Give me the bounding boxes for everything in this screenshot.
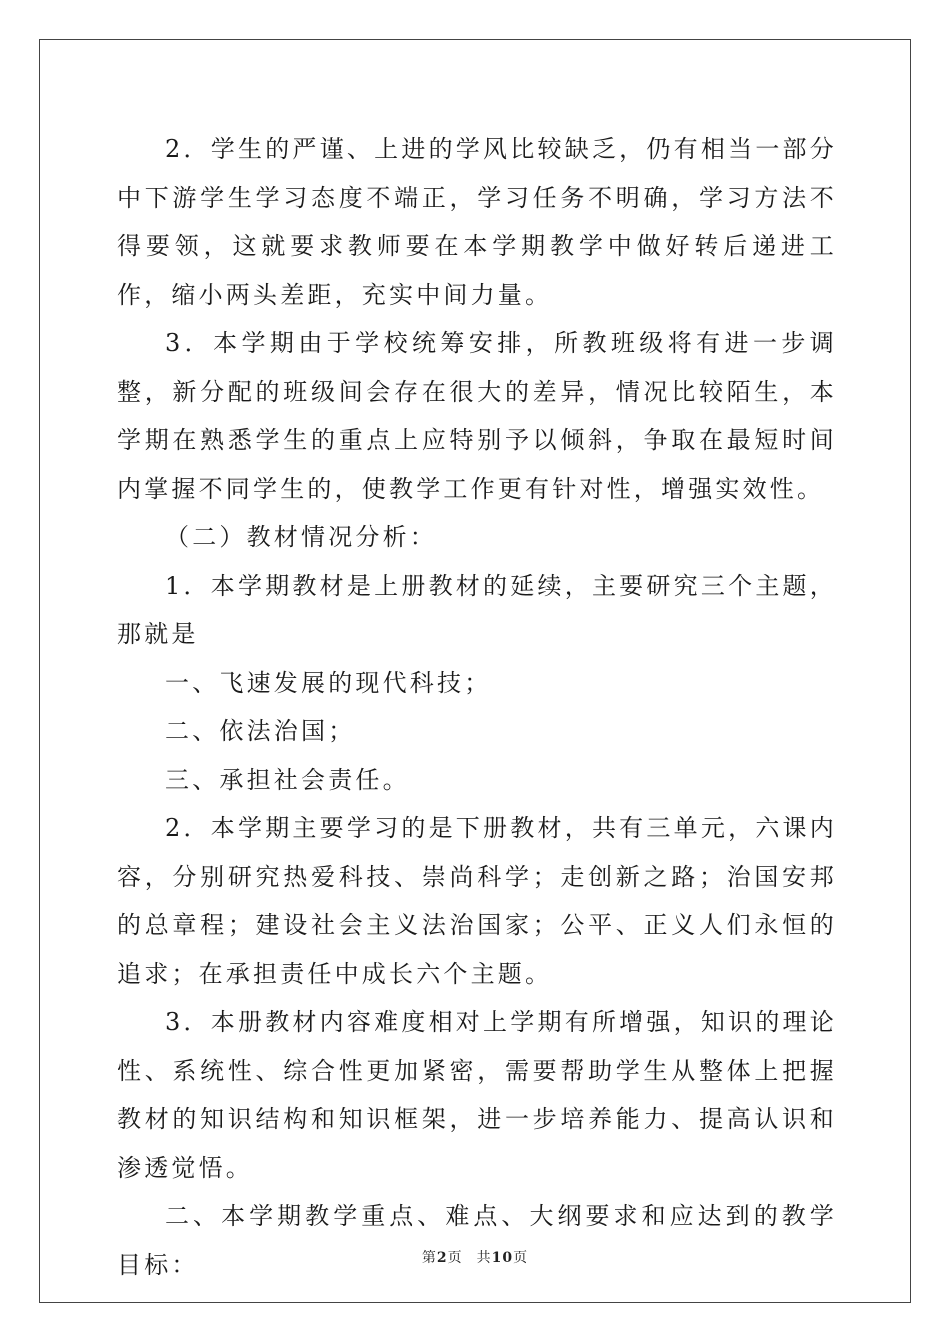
- paragraph: 2．本学期主要学习的是下册教材，共有三单元，六课内容，分别研究热爱科技、崇尚科学；走创新之路；治国安邦的总章程；建设社会主义法治国家；公平、正义人们永恒的追求；在承担责任中成长六个主题。: [117, 814, 837, 988]
- list-item: 二、依法治国；: [165, 717, 356, 745]
- page-footer: [0, 1247, 950, 1267]
- paragraph: 3．本学期由于学校统筹安排，所教班级将有进一步调整，新分配的班级间会存在很大的差异，情况比较陌生，本学期在熟悉学生的重点上应特别予以倾斜，争取在最短时间内掌握不同学生的，使教学工作更有针对性，增强实效性。: [117, 329, 837, 503]
- paragraph: 3．本册教材内容难度相对上学期有所增强，知识的理论性、系统性、综合性更加紧密，需要帮助学生从整体上把握教材的知识结构和知识框架，进一步培养能力、提高认识和渗透觉悟。: [117, 1008, 837, 1182]
- page-number-suffix: 页: [447, 1250, 463, 1266]
- page-total-count: 10: [491, 1250, 514, 1266]
- section-heading: 二、本学期教学重点、难点、大纲要求和应达到的教学目标：: [117, 1202, 837, 1279]
- document-body: [117, 125, 837, 1289]
- list-item: 一、飞速发展的现代科技；: [165, 668, 492, 697]
- section-heading: （二）教材情况分析：: [165, 523, 437, 551]
- page-number-current: 2: [436, 1250, 448, 1266]
- page-total-prefix: 共: [476, 1250, 492, 1266]
- page-number-prefix: 第: [421, 1250, 437, 1266]
- list-item: 三、承担社会责任。: [165, 765, 410, 794]
- paragraph: 2．学生的严谨、上进的学风比较缺乏，仍有相当一部分中下游学生学习态度不端正，学习任务不明确，学习方法不得要领，这就要求教师要在本学期教学中做好转后递进工作，缩小两头差距，充实中间力量。: [117, 135, 837, 309]
- page-total-suffix: 页: [513, 1250, 529, 1266]
- paragraph: 1．本学期教材是上册教材的延续，主要研究三个主题，那就是: [117, 571, 837, 648]
